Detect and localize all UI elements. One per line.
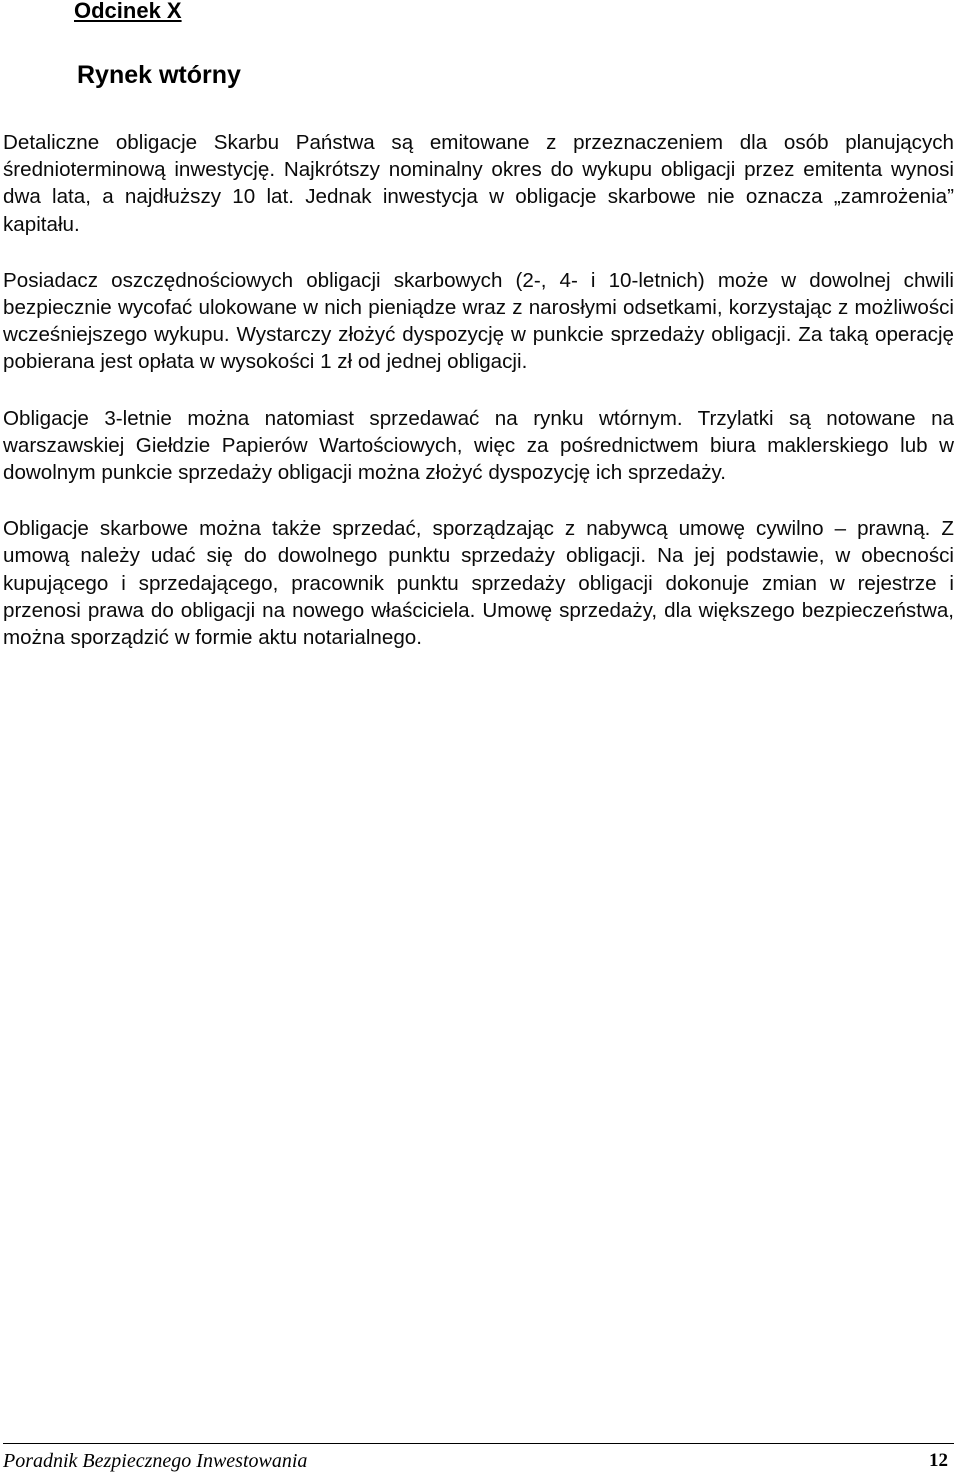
paragraph-secondary-market: Obligacje 3-letnie można natomiast sprzedawać na rynku wtórnym. Trzylatki są notowane na warszawskiej Giełdzie Papierów Wartościowych, więc za pośrednictwem biura maklerskiego lub w dowolnym punkcie sprzedaży obligacji można złożyć dyspozycję ich sprzedaży. [3, 406, 954, 485]
paragraph-civil-contract: Obligacje skarbowe można także sprzedać, sporządzając z nabywcą umowę cywilno – prawną. Z umową należy udać się do dowolnego punktu sprzedaży obligacji. Na jej podstawie, w obecności kupującego i sprzedającego, pracownik punktu sprzedaży obligacji dokonuje zmian w rejestrze i przenosi prawa do obligacji na nowego właściciela. Umowę sprzedaży, dla większego bezpieczeństwa, można sporządzić w formie aktu notarialnego. [3, 517, 954, 650]
page-number: 12 [929, 1450, 948, 1471]
paragraph-early-redemption: Posiadacz oszczędnościowych obligacji skarbowych (2-, 4- i 10-letnich) może w dowolnej chwili bezpiecznie wycofać ulokowane w nich pieniądze wraz z narosłymi odsetkami, korzystając z możliwości wcześniejszego wykupu. Wystarczy złożyć dyspozycję w punkcie sprzedaży obligacji. Za taką operację pobierana jest opłata w wysokości 1 zł od jednej obligacji. [3, 268, 954, 374]
section-title: Rynek wtórny [77, 61, 241, 89]
article-body [3, 129, 954, 680]
footer-publication-title: Poradnik Bezpiecznego Inwestowania [3, 1450, 308, 1472]
paragraph-intro: Detaliczne obligacje Skarbu Państwa są emitowane z przeznaczeniem dla osób planujących średnioterminową inwestycję. Najkrótszy nominalny okres do wykupu obligacji przez emitenta wynosi dwa lata, a najdłuższy 10 lat. Jednak inwestycja w obligacje skarbowe nie oznacza „zamrożenia” kapitału. [3, 131, 954, 236]
episode-label: Odcinek X [74, 0, 182, 23]
footer-divider [3, 1443, 954, 1444]
